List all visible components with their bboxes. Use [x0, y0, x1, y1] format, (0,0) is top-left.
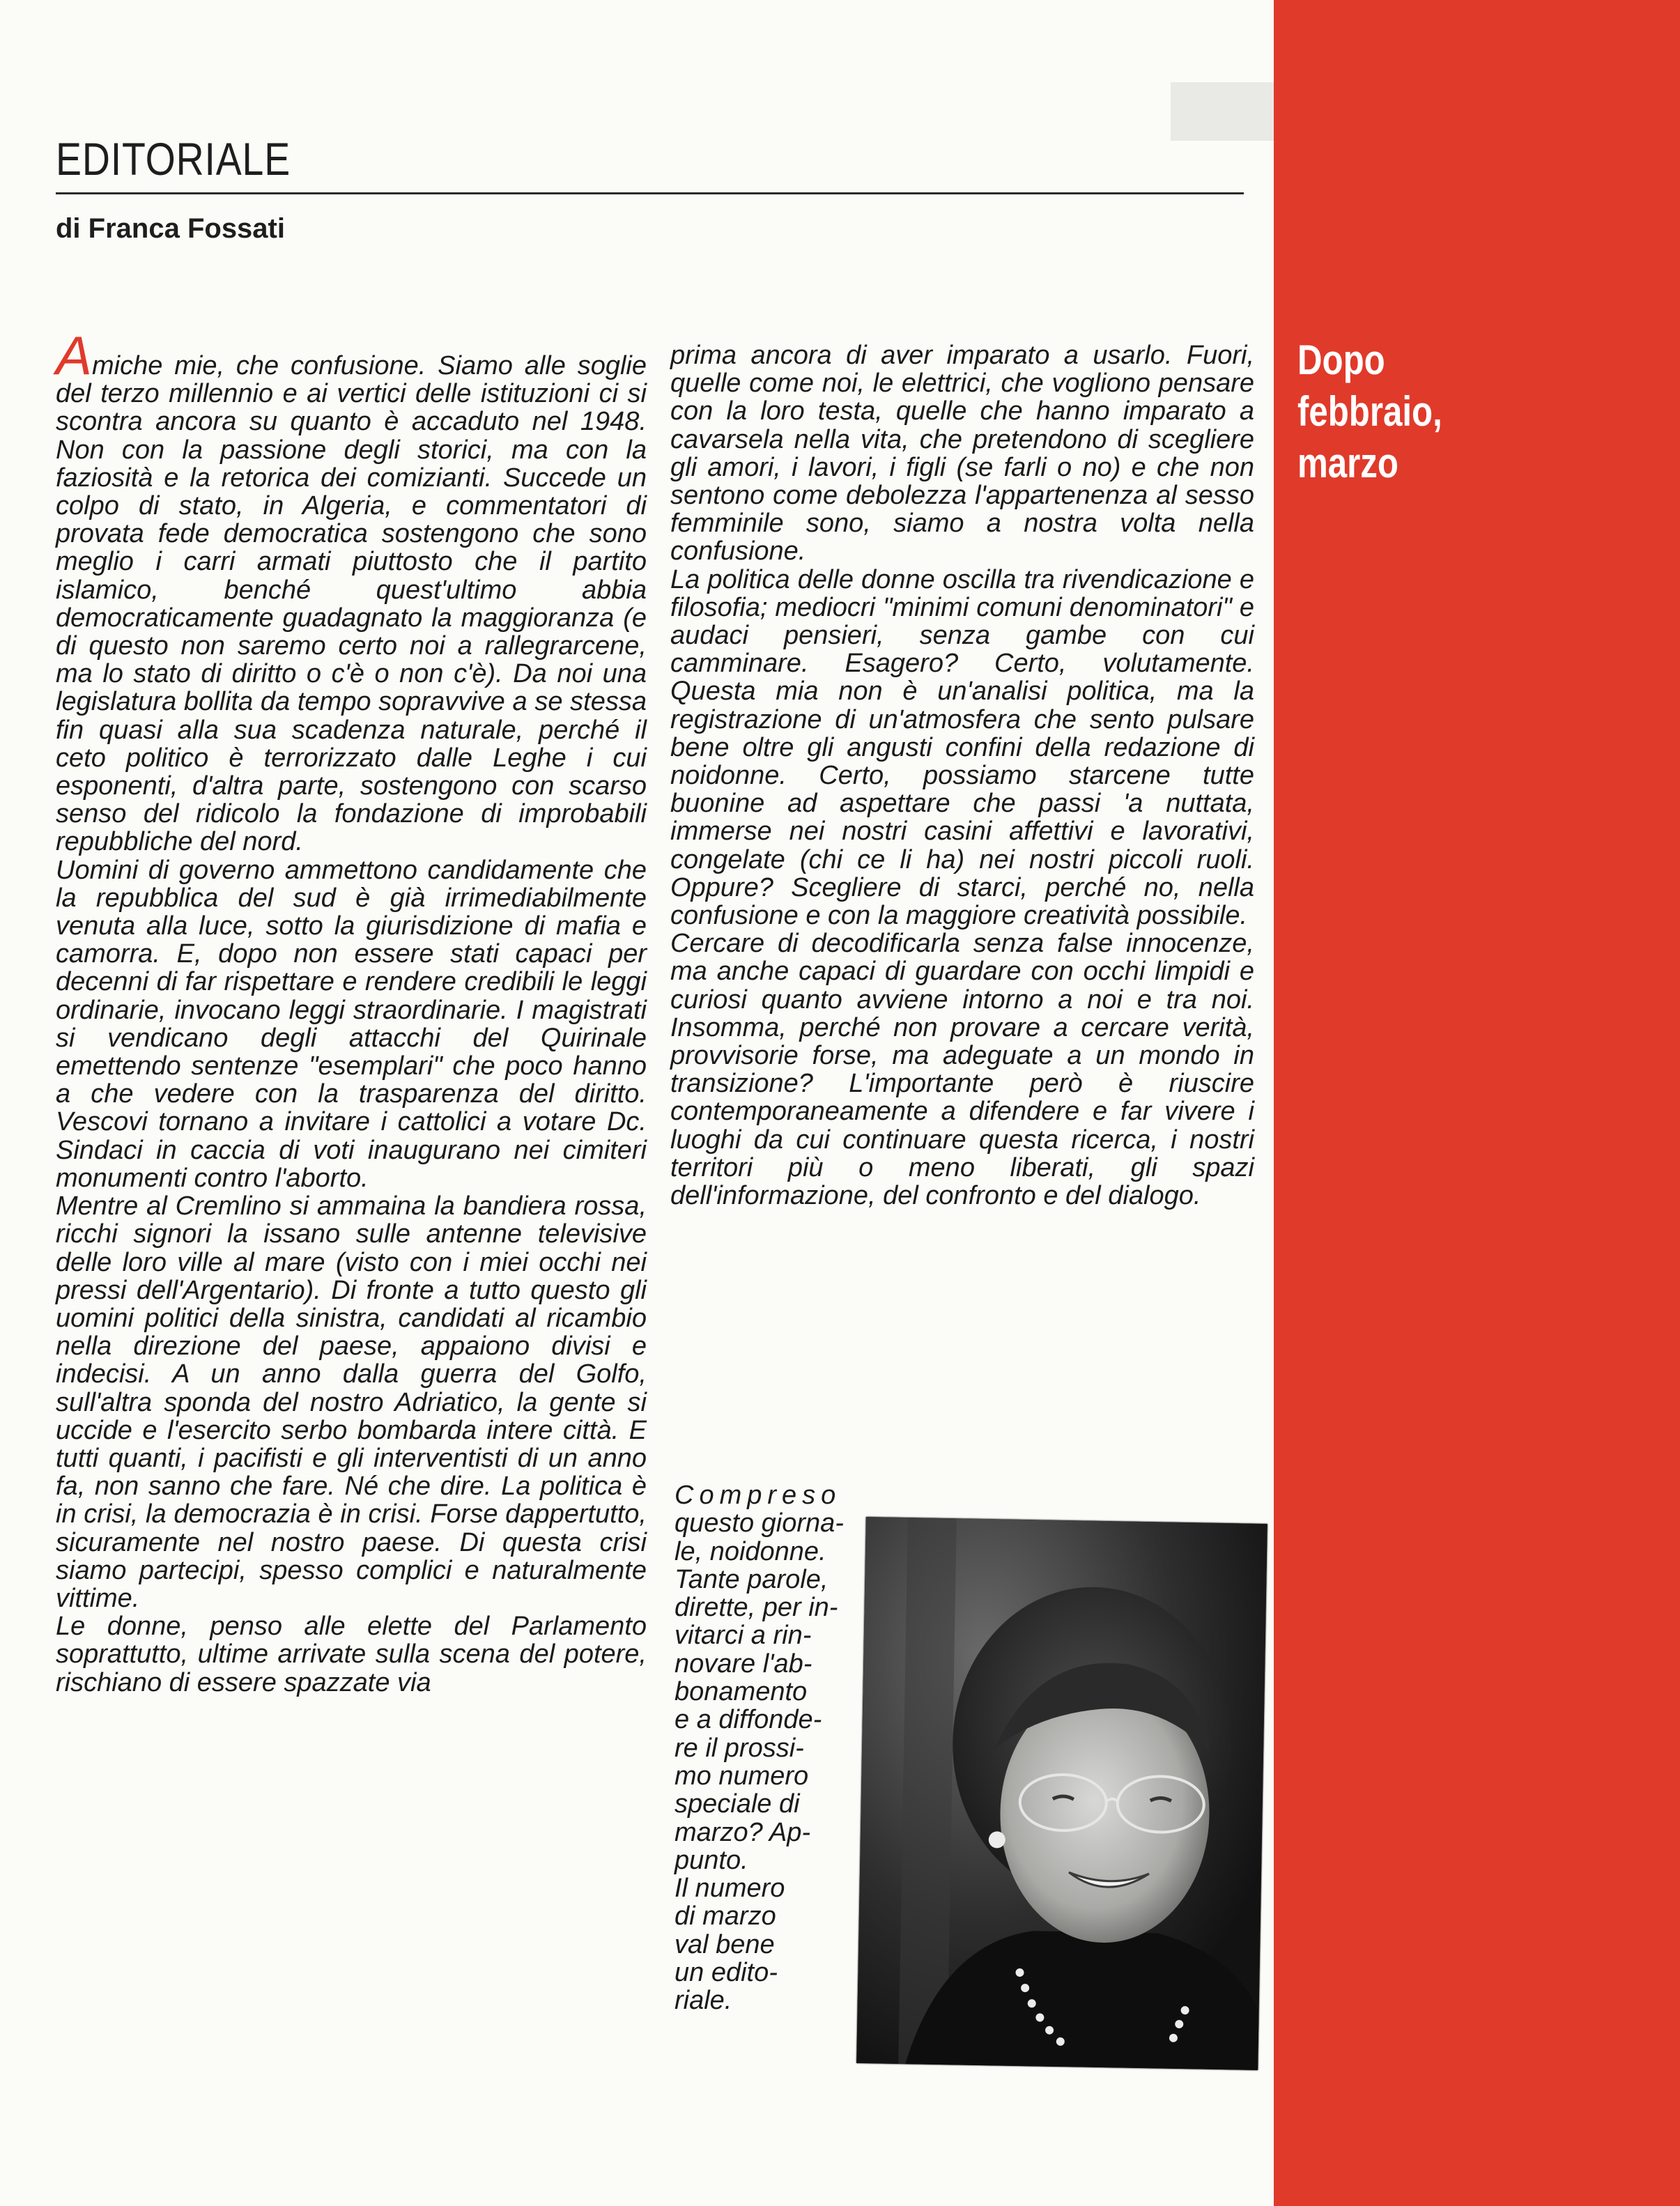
narrow-line: questo giorna- [675, 1509, 844, 1538]
narrow-line: Tante parole, [675, 1564, 829, 1594]
narrow-line: dirette, per in- [675, 1593, 838, 1623]
narrow-line: vitarci a rin- [675, 1621, 812, 1651]
narrow-line: val bene [675, 1929, 775, 1959]
narrow-line: di marzo [675, 1902, 776, 1931]
article-column-left [56, 325, 647, 1697]
headline-line: marzo [1297, 440, 1398, 486]
article-paragraph: Uomini di governo ammettono candidamente che la repubblica del sud è già irrimediabilmente venuta alla luce, sotto la giurisdizione di mafia e camorra. E, dopo non essere stati capaci per decenni di far rispettare e rendere credibili le leggi ordinarie, invocano leggi straordinarie. I magistrati si vendicano degli attacchi del Quirinale emettendo sentenze "esemplari" che poco hanno a che vedere con la trasparenza del diritto. Vescovi tornano a invitare i cattolici a votare Dc. Sindaci in caccia di voti inaugurano nei cimiteri monumenti contro l'aborto. [56, 855, 647, 1193]
author-byline: di Franca Fossati [56, 213, 285, 244]
narrow-line: riale. [675, 1986, 732, 2016]
narrow-line: un edito- [675, 1958, 778, 1988]
article-paragraph: prima ancora di aver imparato a usarlo. Fuori, quelle come noi, le elettrici, che vogliono pensare con la loro testa, quelle che hanno imparato a cavarsela nella vita, che pretendono di scegliere gli amori, i lavori, i figli (se farli o no) e che non sentono come debolezza l'appartenenza al sesso femminile sono, siamo a nostra volta nella confusione. [670, 341, 1254, 566]
narrow-line: e a diffonde- [675, 1705, 822, 1735]
narrow-line: marzo? Ap- [675, 1817, 810, 1847]
header-divider [56, 192, 1244, 194]
paragraph-text: miche mie, che confusione. Siamo alle soglie del terzo millennio e ai vertici delle istituzioni ci si scontra ancora su quanto è accaduto nel 1948. Non con la passione degli storici, ma con la faziosità e la retorica dei comizianti. Succede un colpo di stato, in Algeria, e commentatori di provata fede democratica sostengono che sono meglio i carri armati piuttosto che il partito islamico, benché quest'ultimo abbia democraticamente guadagnato la maggioranza (e di questo non saremo certo noi a rallegrarcene, ma lo stato di diritto o c'è o non c'è). Da noi una legislatura bollita da tempo sopravvive a se stessa fin quasi alla sua scadenza naturale, perché il ceto politico è terrorizzato dalle Leghe i cui esponenti, d'altra parte, sostengono con scarso senso del ridicolo la fondazione di improbabili repubbliche del nord. [56, 351, 647, 857]
narrow-line: speciale di [675, 1789, 800, 1819]
drop-cap: A [56, 325, 93, 386]
portrait-illustration [856, 1517, 1267, 2070]
article-closing-narrow [675, 1481, 884, 2015]
article-paragraph: La politica delle donne oscilla tra rivendicazione e filosofia; mediocri "minimi comuni denominatori" e audaci pensieri, senza gambe con cui camminare. Esagero? Certo, volutamente. Questa mia non è un'analisi politica, ma la registrazione di un'atmosfera che sento pulsare bene oltre gli angusti confini della redazione di noidonne. Certo, possiamo starcene tutte buonine ad aspettare che passi 'a nuttata, immerse nei nostri casini affettivi e lavorativi, congelate (chi ce li ha) nei nostri piccoli ruoli. Oppure? Scegliere di starci, perché no, nella confusione e con la maggiore creatività possibile. [670, 564, 1254, 931]
narrow-line: punto. [675, 1845, 748, 1875]
narrow-line: mo numero [675, 1761, 809, 1791]
article-paragraph [56, 325, 647, 857]
sidebar-headline [1297, 334, 1442, 489]
narrow-line: re il prossi- [675, 1733, 804, 1763]
narrow-line: le, noidonne. [675, 1536, 826, 1566]
author-portrait-photo [856, 1517, 1267, 2070]
red-sidebar [1274, 0, 1680, 2206]
article-column-right [670, 341, 1254, 1210]
section-title: EDITORIALE [56, 133, 291, 185]
article-paragraph: Cercare di decodificarla senza false innocenze, ma anche capaci di guardare con occhi limpidi e curiosi quanto avviene intorno a noi e tra noi. Insomma, perché non provare a cercare verità, provvisorie forse, ma adeguate a un mondo in transizione? L'importante però è riuscire contemporaneamente a difendere e far vivere i luoghi da cui continuare questa ricerca, i nostri territori più o meno liberati, gli spazi dell'informazione, del confronto e del dialogo. [670, 929, 1254, 1211]
article-paragraph: Le donne, penso alle elette del Parlamento soprattutto, ultime arrivate sulla scena del potere, rischiano di essere spazzate via [56, 1612, 647, 1697]
background-bleed-block [1171, 82, 1275, 141]
narrow-line: Il numero [675, 1874, 785, 1904]
narrow-line: bonamento [675, 1677, 808, 1707]
headline-line: febbraio, [1297, 388, 1442, 435]
article-paragraph: Mentre al Cremlino si ammaina la bandiera rossa, ricchi signori la issano sulle antenne televisive delle loro ville al mare (visto con i miei occhi nei pressi dell'Argentario). Di fronte a tutto questo gli uomini politici della sinistra, candidati al ricambio nella direzione del paese, appaiono divisi e indecisi. A un anno dalla guerra del Golfo, sull'altra sponda del nostro Adriatico, la gente si uccide e l'esercito serbo bombarda intere città. E tutti quanti, i pacifisti e gli interventisti di un anno fa, non sanno che fare. Né che dire. La politica è in crisi, la democrazia è in crisi. Forse dappertutto, sicuramente nel nostro paese. Di questa crisi siamo partecipi, spesso complici e naturalmente vittime. [56, 1191, 647, 1613]
narrow-line: novare l'ab- [675, 1649, 812, 1679]
headline-line: Dopo [1297, 337, 1385, 383]
narrow-line: Compreso [675, 1481, 842, 1510]
